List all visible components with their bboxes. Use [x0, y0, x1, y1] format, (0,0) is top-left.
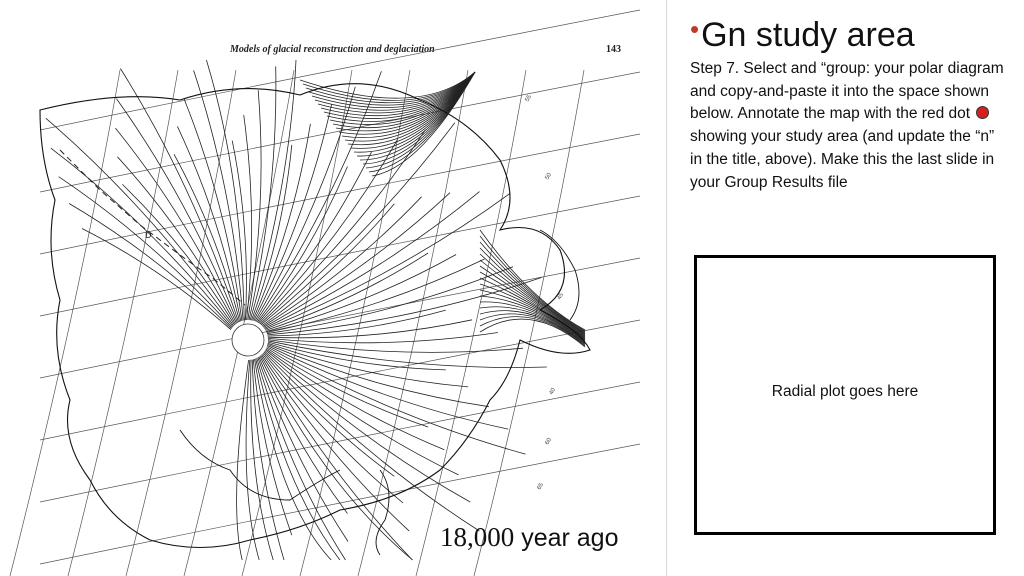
grid-label-65: 65	[536, 482, 546, 491]
book-header: Models of glacial reconstruction and deglaciation	[230, 44, 435, 55]
radial-plot-placeholder[interactable]	[694, 255, 996, 535]
title-bullet: •	[690, 14, 700, 44]
caption-number: 18,000	[440, 522, 515, 552]
page-number: 143	[606, 44, 621, 55]
map-caption	[440, 522, 619, 553]
radial-plot-label: Radial plot goes here	[771, 383, 919, 400]
grid-label-60: 60	[544, 437, 554, 446]
slide-title	[690, 14, 915, 55]
grid-label-45: 45	[556, 292, 566, 301]
instructions-part2: showing your study area (and update the “n” in the title, above). Make this the last slide in your Group Results file	[690, 128, 995, 191]
instructions-text	[690, 58, 1008, 194]
panel-divider	[666, 0, 667, 576]
dome-label: D	[145, 230, 152, 240]
grid-label-55: 55	[524, 94, 534, 103]
red-dot-icon	[976, 106, 989, 119]
ice-flowlines	[46, 60, 585, 560]
title-text: Gn study area	[701, 16, 915, 54]
grid-label-50: 50	[544, 172, 554, 181]
caption-text: year ago	[514, 524, 619, 552]
grid-label-40: 40	[548, 387, 558, 396]
instructions-part1: Step 7. Select and “group: your polar diagram and copy-and-paste it into the space shown below. Annotate the map with the red dot	[690, 60, 1004, 123]
map-graticule	[10, 10, 640, 576]
coastline	[40, 84, 590, 555]
